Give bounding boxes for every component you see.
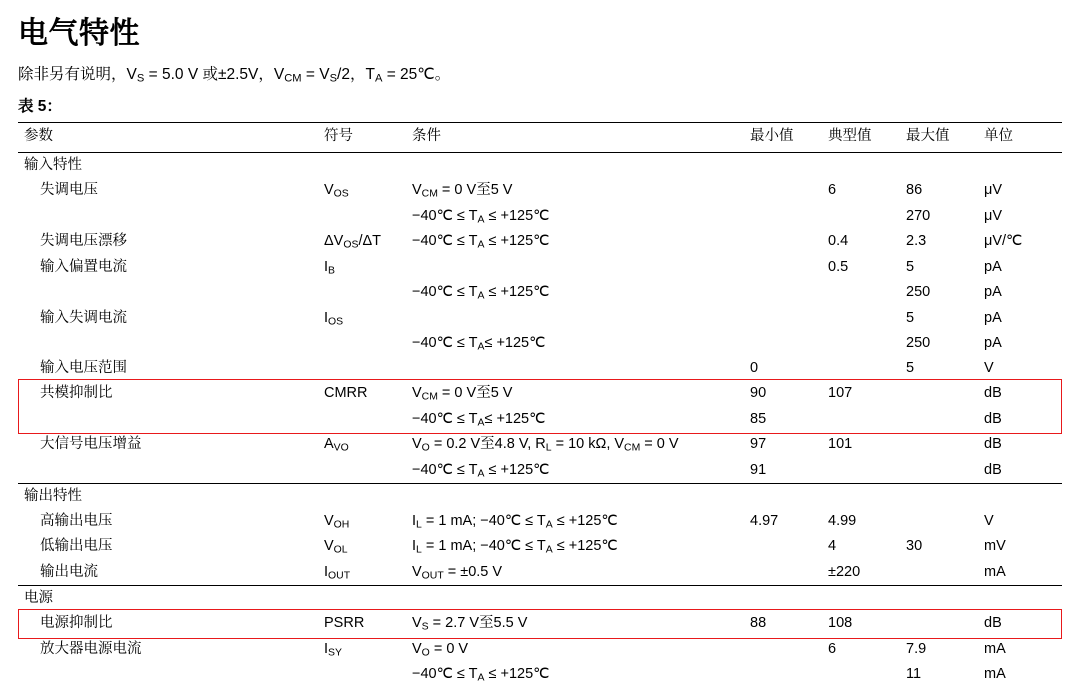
cell-max — [900, 560, 978, 586]
table-row — [18, 509, 1062, 534]
cell-typ: 0.4 — [828, 233, 849, 250]
cell-conditions: $V_{CM} = 0$ V至5 V — [412, 182, 513, 200]
cell-min: 4.97 — [750, 512, 779, 529]
cell-typ — [822, 153, 900, 179]
note-part-b: = 5.0 V 或±2.5V，V — [144, 66, 285, 83]
cell-param: 放大器电源电流 — [40, 640, 142, 657]
cell-min — [744, 204, 822, 229]
table-row — [18, 178, 1062, 203]
cell-symbol: $V_{OH}$ — [324, 512, 350, 531]
note-sub-s2: S — [329, 72, 338, 85]
cell-typ: 6 — [828, 182, 837, 199]
table-row — [18, 458, 1062, 484]
cell-typ — [822, 280, 900, 305]
cell-conditions — [406, 586, 744, 612]
cell-conditions — [406, 483, 744, 509]
cell-min: 91 — [750, 461, 767, 478]
cell-param — [18, 407, 318, 432]
cell-max: 30 — [906, 538, 923, 555]
cell-unit: dB — [984, 615, 1002, 632]
cell-conditions: −40℃ ≤ $T_A$ ≤ +125℃ — [412, 284, 550, 302]
cell-min: 88 — [750, 615, 767, 632]
cell-min — [744, 280, 822, 305]
cell-conditions: $V_O = 0.2$ V至4.8 V, $R_L = 10$ kΩ, $V_{CM} = 0$ V — [412, 436, 679, 454]
table-row — [18, 432, 1062, 457]
table-header — [18, 123, 1062, 153]
cell-conditions: −40℃ ≤ $T_A$ ≤ +125℃ — [412, 666, 550, 684]
cell-conditions — [406, 356, 744, 381]
cell-param — [18, 662, 318, 687]
cell-min — [744, 560, 822, 586]
note-part-a: 除非另有说明，V — [18, 66, 137, 83]
table-row — [18, 255, 1062, 280]
cell-min — [744, 637, 822, 662]
cell-symbol: PSRR — [324, 615, 365, 632]
note-sub-s1: S — [136, 72, 145, 85]
cell-unit: dB — [984, 385, 1002, 402]
cell-param: 输入电压范围 — [40, 360, 127, 377]
cell-conditions: −40℃ ≤ $T_A\le$ +125℃ — [412, 334, 546, 353]
cell-unit: V — [984, 360, 994, 377]
cell-symbol: $I_B$ — [324, 258, 335, 276]
cell-unit: mV — [984, 538, 1006, 555]
cell-unit: dB — [984, 461, 1002, 478]
cell-conditions: $V_S = 2.7$ V至5.5 V — [412, 615, 528, 633]
cell-min — [744, 306, 822, 331]
cell-typ: 107 — [828, 385, 853, 402]
note-part-c: = V — [301, 66, 330, 83]
cell-unit: pA — [984, 334, 1002, 351]
note-sub-cm: CM — [284, 72, 302, 85]
document-page — [0, 8, 1080, 684]
cell-unit — [978, 586, 1062, 612]
cell-param: 输入偏置电流 — [40, 258, 127, 275]
cell-symbol — [318, 458, 406, 484]
table-row — [18, 280, 1062, 305]
table-row — [18, 662, 1062, 687]
cell-min — [744, 229, 822, 254]
cell-unit: dB — [984, 410, 1002, 427]
cell-typ: 101 — [828, 436, 853, 453]
cell-conditions: −40℃ ≤ $T_A\le$ +125℃ — [412, 410, 546, 429]
cell-max: 250 — [906, 334, 931, 351]
cell-typ — [822, 331, 900, 356]
table-row — [18, 560, 1062, 586]
cell-min — [744, 255, 822, 280]
cell-conditions: −40℃ ≤ $T_A$ ≤ +125℃ — [412, 461, 550, 479]
cell-conditions — [406, 306, 744, 331]
cell-max — [900, 483, 978, 509]
cell-conditions: $V_{OUT} = \pm 0.5$ V — [412, 563, 503, 582]
cell-symbol: $V_{OL}$ — [324, 538, 348, 556]
cell-symbol — [318, 586, 406, 612]
table-row — [18, 381, 1062, 406]
table-caption: 表 5： — [18, 98, 62, 116]
cell-symbol — [318, 280, 406, 305]
cell-param: 电源 — [18, 586, 318, 612]
cell-symbol — [318, 331, 406, 356]
cell-typ: 6 — [828, 640, 837, 657]
cell-min — [744, 331, 822, 356]
col-header-max: 最大值 — [906, 128, 950, 145]
cell-typ: 0.5 — [828, 258, 849, 275]
cell-param: 输出电流 — [40, 563, 98, 580]
cell-param: 大信号电压增益 — [40, 436, 142, 453]
cell-conditions — [406, 255, 744, 280]
cell-conditions: −40℃ ≤ $T_A$ ≤ +125℃ — [412, 207, 550, 226]
cell-max: 250 — [906, 284, 931, 301]
cell-typ — [822, 356, 900, 381]
specifications-table — [18, 122, 1062, 687]
cell-max: 270 — [906, 207, 931, 224]
cell-min — [744, 534, 822, 559]
cell-symbol — [318, 356, 406, 381]
cell-param: 输入失调电流 — [40, 309, 127, 326]
cell-conditions: $V_O = 0$ V — [412, 640, 469, 658]
cell-param: 输入特性 — [24, 157, 82, 174]
cell-param — [18, 331, 318, 356]
cell-max — [900, 432, 978, 457]
cell-unit: μV — [984, 207, 1003, 224]
cell-unit: mA — [984, 563, 1006, 580]
table-body — [18, 153, 1062, 687]
cell-symbol — [318, 483, 406, 509]
cell-param: 共模抑制比 — [40, 385, 113, 402]
table-row — [18, 331, 1062, 356]
cell-max: 86 — [906, 182, 923, 199]
cell-symbol: $I_{OS}$ — [324, 309, 344, 327]
cell-min — [744, 153, 822, 179]
col-header-param: 参数 — [24, 128, 53, 145]
cell-param — [18, 280, 318, 305]
cell-typ — [822, 407, 900, 432]
cell-max: 7.9 — [906, 640, 927, 657]
table-row — [18, 611, 1062, 636]
col-header-unit: 单位 — [984, 128, 1013, 145]
cell-conditions: $I_L = 1$ mA; −40℃ ≤ $T_A$ ≤ +125℃ — [412, 538, 618, 556]
cell-param: 高输出电压 — [40, 512, 113, 529]
cell-max — [900, 407, 978, 432]
cell-conditions: $V_{CM} = 0$ V至5 V — [412, 385, 513, 403]
cell-unit — [978, 483, 1062, 509]
cell-unit: pA — [984, 284, 1002, 301]
cell-symbol — [318, 204, 406, 229]
cell-max — [900, 381, 978, 406]
cell-symbol: $A_{VO}$ — [324, 436, 349, 454]
cell-param — [18, 458, 318, 484]
cell-min: 85 — [750, 410, 767, 427]
cell-max: 2.3 — [906, 233, 927, 250]
cell-max — [900, 458, 978, 484]
table-row — [18, 407, 1062, 432]
cell-param: 失调电压漂移 — [40, 233, 127, 250]
cell-conditions: $I_L = 1$ mA; −40℃ ≤ $T_A$ ≤ +125℃ — [412, 512, 618, 531]
table-row — [18, 204, 1062, 229]
cell-typ: 4 — [828, 538, 837, 555]
cell-min — [744, 662, 822, 687]
cell-conditions: −40℃ ≤ $T_A$ ≤ +125℃ — [412, 233, 550, 251]
note-part-d: /2，T — [337, 66, 375, 83]
cell-symbol: $\Delta V_{OS}/\Delta T$ — [324, 233, 382, 251]
cell-unit: mA — [984, 640, 1006, 657]
table-row — [18, 637, 1062, 662]
cell-unit: dB — [984, 436, 1002, 453]
cell-max — [900, 509, 978, 534]
table-row — [18, 586, 1062, 612]
cell-min: 0 — [750, 360, 759, 377]
cell-typ — [822, 586, 900, 612]
table-row — [18, 306, 1062, 331]
conditions-note — [18, 62, 1080, 84]
cell-max — [900, 586, 978, 612]
cell-typ: 108 — [828, 615, 853, 632]
cell-min — [744, 586, 822, 612]
cell-symbol: $V_{OS}$ — [324, 182, 349, 200]
cell-symbol: $I_{SY}$ — [324, 640, 342, 658]
table-row — [18, 153, 1062, 179]
cell-max: 5 — [906, 309, 915, 326]
table-row — [18, 229, 1062, 254]
cell-symbol: CMRR — [324, 385, 368, 402]
cell-min — [744, 483, 822, 509]
cell-typ: 4.99 — [828, 512, 857, 529]
cell-max: 5 — [906, 360, 915, 377]
table-row — [18, 534, 1062, 559]
table-row — [18, 483, 1062, 509]
col-header-typ: 典型值 — [828, 128, 872, 145]
cell-typ: ±220 — [828, 563, 861, 580]
col-header-conditions: 条件 — [412, 128, 441, 145]
cell-unit: pA — [984, 258, 1002, 275]
cell-symbol — [318, 662, 406, 687]
cell-symbol — [318, 153, 406, 179]
cell-unit: μV — [984, 182, 1003, 199]
cell-min — [744, 178, 822, 203]
cell-param: 低输出电压 — [40, 538, 113, 555]
note-sub-a: A — [374, 72, 383, 85]
cell-typ — [822, 662, 900, 687]
cell-typ — [822, 306, 900, 331]
cell-unit: pA — [984, 309, 1002, 326]
cell-max — [900, 153, 978, 179]
cell-unit: mA — [984, 666, 1006, 683]
note-part-e: = 25℃。 — [382, 66, 451, 83]
cell-param: 失调电压 — [40, 182, 98, 199]
cell-param — [18, 204, 318, 229]
cell-typ — [822, 483, 900, 509]
cell-conditions — [406, 153, 744, 179]
table-row — [18, 356, 1062, 381]
cell-max: 11 — [906, 666, 922, 683]
cell-unit: V — [984, 512, 994, 529]
cell-min: 90 — [750, 385, 767, 402]
col-header-min: 最小值 — [750, 128, 794, 145]
cell-unit: μV/℃ — [984, 233, 1023, 250]
cell-unit — [978, 153, 1062, 179]
cell-max — [900, 611, 978, 636]
col-header-symbol: 符号 — [324, 128, 353, 145]
cell-param: 输出特性 — [18, 483, 318, 509]
cell-typ — [822, 458, 900, 484]
cell-symbol — [318, 407, 406, 432]
cell-symbol: $I_{OUT}$ — [324, 563, 351, 582]
page-title: 电气特性 — [18, 17, 140, 50]
cell-min: 97 — [750, 436, 767, 453]
cell-max: 5 — [906, 258, 915, 275]
cell-typ — [822, 204, 900, 229]
cell-param: 电源抑制比 — [40, 615, 113, 632]
